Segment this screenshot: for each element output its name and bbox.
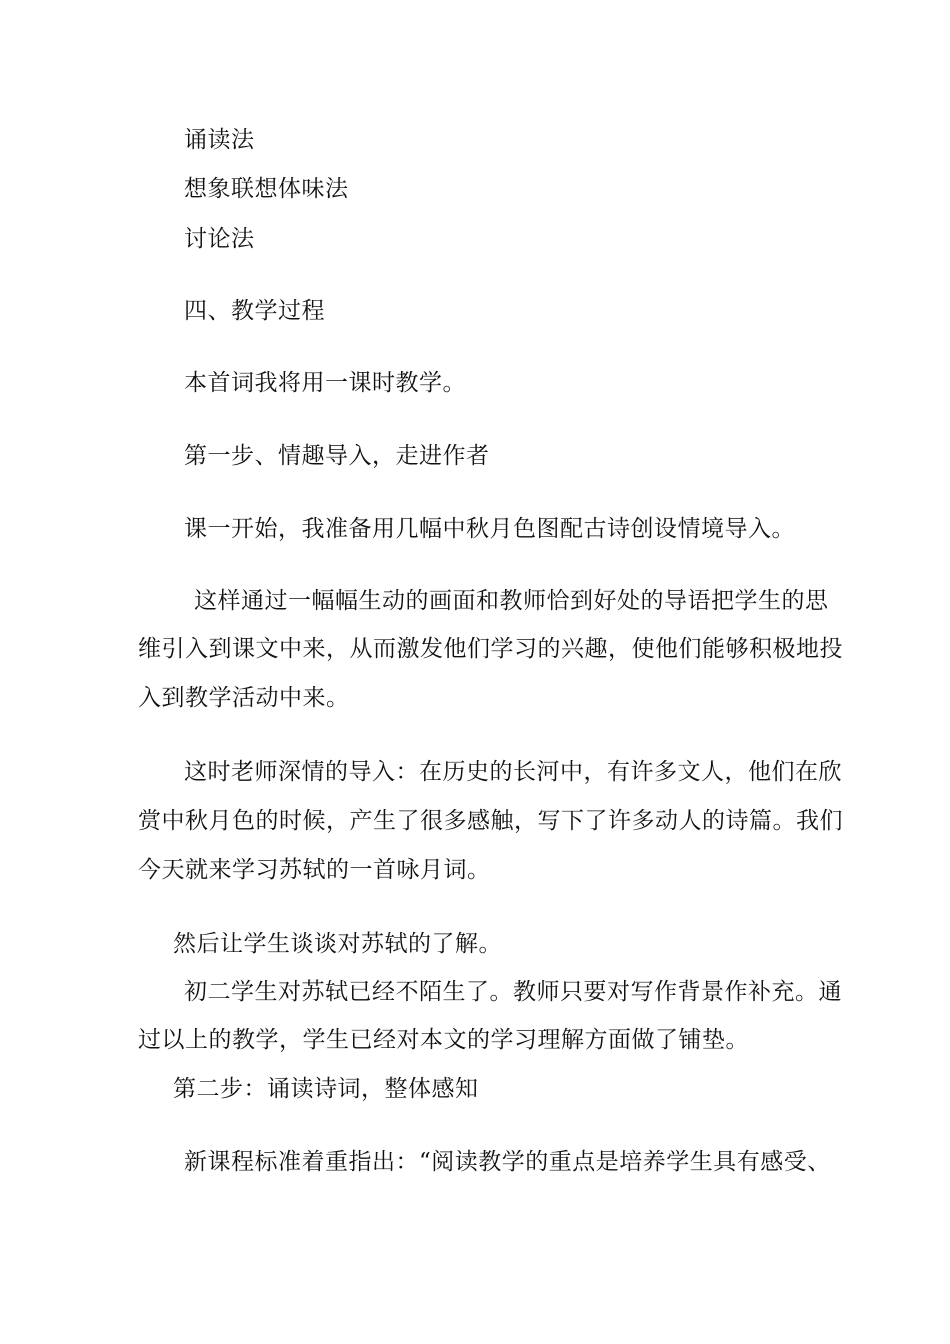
- step-one-heading: 第一步、情趣导入，走进作者: [184, 443, 490, 469]
- paragraph-teacher-line-3: 今天就来学习苏轼的一首咏月词。: [138, 857, 491, 883]
- paragraph-intro: 课一开始，我准备用几幅中秋月色图配古诗创设情境导入。: [184, 516, 795, 542]
- paragraph-scene-line-1: 这样通过一幅幅生动的画面和教师恰到好处的导语把学生的思: [194, 588, 829, 614]
- paragraph-teacher-line-1: 这时老师深情的导入：在历史的长河中，有许多文人，他们在欣: [184, 759, 842, 785]
- method-imagination: 想象联想体味法: [184, 176, 349, 202]
- paragraph-background-line-2: 过以上的教学，学生已经对本文的学习理解方面做了铺垫。: [138, 1027, 749, 1053]
- paragraph-scene-line-2: 维引入到课文中来，从而激发他们学习的兴趣，使他们能够积极地投: [138, 636, 843, 662]
- method-recitation: 诵读法: [184, 127, 255, 153]
- paragraph-background-line-1: 初二学生对苏轼已经不陌生了。教师只要对写作背景作补充。通: [184, 979, 842, 1005]
- paragraph-teacher-line-2: 赏中秋月色的时候，产生了很多感触，写下了许多动人的诗篇。我们: [138, 808, 843, 834]
- method-discussion: 讨论法: [184, 226, 255, 252]
- paragraph-lesson-plan: 本首词我将用一课时教学。: [184, 370, 466, 396]
- paragraph-student-talk: 然后让学生谈谈对苏轼的了解。: [173, 931, 502, 957]
- paragraph-scene-line-3: 入到教学活动中来。: [138, 685, 350, 711]
- step-two-heading: 第二步：诵读诗词，整体感知: [173, 1076, 479, 1102]
- paragraph-curriculum: 新课程标准着重指出：“阅读教学的重点是培养学生具有感受、: [184, 1149, 831, 1175]
- section-heading: 四、教学过程: [184, 298, 325, 324]
